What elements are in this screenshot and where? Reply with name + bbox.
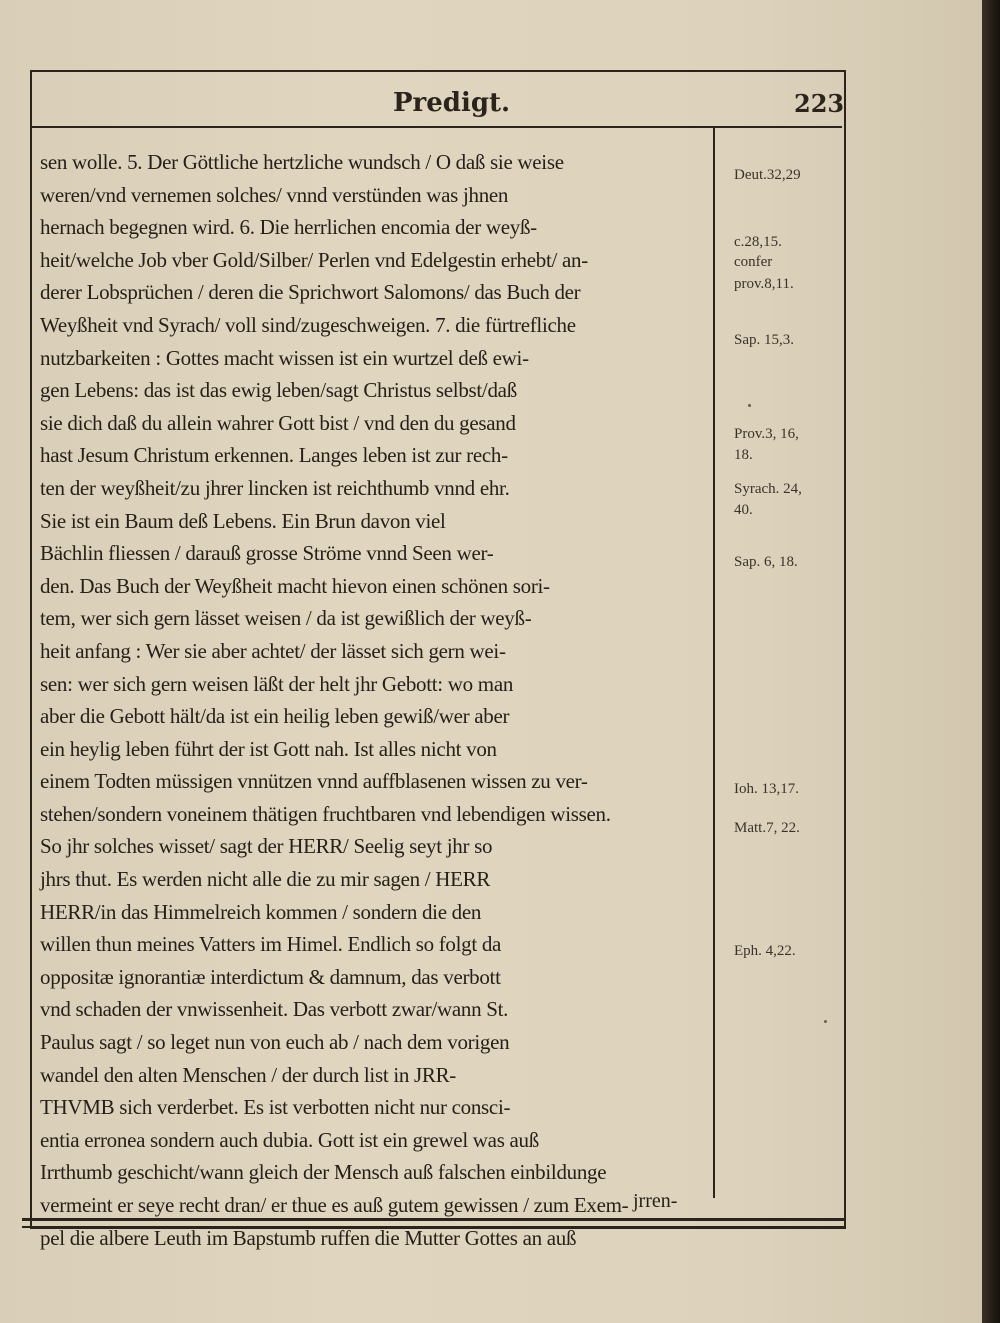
margin-note: Syrach. 24, xyxy=(734,481,802,497)
page-number: 223 xyxy=(794,89,845,118)
margin-note: Deut.32,29 xyxy=(734,167,801,183)
text-line: weren/vnd vernemen solches/ vnnd verstünden was jhnen xyxy=(40,182,509,207)
text-line: willen thun meines Vatters im Himel. Endlich so folgt da xyxy=(40,932,502,957)
text-line: aber die Gebott hält/da ist ein heilig leben gewiß/wer aber xyxy=(40,704,510,729)
margin-note: Ioh. 13,17. xyxy=(734,781,799,797)
margin-note: Eph. 4,22. xyxy=(734,943,796,959)
margin-note: Matt.7, 22. xyxy=(734,820,800,836)
margin-note: Sap. 6, 18. xyxy=(734,554,798,570)
body-text xyxy=(40,146,704,1254)
margin-rule xyxy=(713,126,715,1198)
text-line: Weyßheit vnd Syrach/ voll sind/zugeschweigen. 7. die fürtrefliche xyxy=(40,312,576,337)
ink-speck xyxy=(748,404,751,407)
margin-note: 40. xyxy=(734,502,753,518)
text-line: Sie ist ein Baum deß Lebens. Ein Brun davon viel xyxy=(40,508,446,533)
text-line: pel die albere Leuth im Bapstumb ruffen die Mutter Gottes an auß xyxy=(40,1225,577,1250)
text-line: heit anfang : Wer sie aber achtet/ der lässet sich gern wei- xyxy=(40,638,506,663)
text-line: gen Lebens: das ist das ewig leben/sagt Christus selbst/daß xyxy=(40,378,517,403)
margin-note: Sap. 15,3. xyxy=(734,332,794,348)
text-line: Bächlin fliessen / darauß grosse Ströme vnnd Seen wer- xyxy=(40,541,494,566)
text-line: sen wolle. 5. Der Göttliche hertzliche wundsch / O daß sie weise xyxy=(40,150,564,174)
ink-speck xyxy=(824,1020,827,1023)
text-line: Paulus sagt / so leget nun von euch ab / nach dem vorigen xyxy=(40,1030,510,1055)
text-line: Irrthumb geschicht/wann gleich der Mensch auß falschen einbildunge xyxy=(40,1160,607,1185)
running-head: Predigt. xyxy=(393,88,511,118)
margin-note: c.28,15. xyxy=(734,234,782,250)
text-line: den. Das Buch der Weyßheit macht hievon einen schönen sori- xyxy=(40,573,550,598)
text-line: wandel den alten Menschen / der durch list in JRR- xyxy=(40,1062,456,1087)
margin-note: prov.8,11. xyxy=(734,276,794,292)
text-line: stehen/sondern voneinem thätigen fruchtbaren vnd lebendigen wissen. xyxy=(40,801,611,826)
text-line: vermeint er seye recht dran/ er thue es auß gutem gewissen / zum Exem- xyxy=(40,1193,629,1217)
text-line: derer Lobsprüchen / deren die Sprichwort Salomons/ das Buch der xyxy=(40,280,581,305)
text-line: oppositæ ignorantiæ interdictum & damnum, das verbott xyxy=(40,964,501,989)
text-line: heit/welche Job vber Gold/Silber/ Perlen vnd Edelgestin erhebt/ an- xyxy=(40,247,588,272)
book-edge xyxy=(982,0,1000,1323)
text-line: ten der weyßheit/zu jhrer lincken ist reichthumb vnnd ehr. xyxy=(40,475,510,500)
catchword: jrren- xyxy=(633,1190,678,1212)
text-line: sen: wer sich gern weisen läßt der helt jhr Gebott: wo man xyxy=(40,671,514,696)
text-line: THVMB sich verderbet. Es ist verbotten nicht nur consci- xyxy=(40,1095,511,1120)
text-line: sie dich daß du allein wahrer Gott bist / vnd den du gesand xyxy=(40,410,516,435)
text-line: vnd schaden der vnwissenheit. Das verbott zwar/wann St. xyxy=(40,997,509,1022)
text-line: jhrs thut. Es werden nicht alle die zu mir sagen / HERR xyxy=(40,867,491,892)
text-line: entia erronea sondern auch dubia. Gott ist ein grewel was auß xyxy=(40,1127,539,1152)
text-line: tem, wer sich gern lässet weisen / da ist gewißlich der weyß- xyxy=(40,606,532,631)
text-line: hast Jesum Christum erkennen. Langes leben ist zur rech- xyxy=(40,443,508,468)
text-line: HERR/in das Himmelreich kommen / sondern die den xyxy=(40,899,482,924)
text-line: hernach begegnen wird. 6. Die herrlichen encomia der weyß- xyxy=(40,215,537,240)
text-line: nutzbarkeiten : Gottes macht wissen ist ein wurtzel deß ewi- xyxy=(40,345,529,370)
margin-note: Prov.3, 16, xyxy=(734,426,799,442)
text-line: einem Todten müssigen vnnützen vnnd auffblasenen wissen zu ver- xyxy=(40,769,588,794)
margin-note: confer xyxy=(734,254,773,270)
header-rule xyxy=(30,126,842,128)
text-line: So jhr solches wisset/ sagt der HERR/ Seelig seyt jhr so xyxy=(40,834,493,859)
margin-note: 18. xyxy=(734,447,753,463)
text-line: ein heylig leben führt der ist Gott nah. Ist alles nicht von xyxy=(40,736,497,761)
